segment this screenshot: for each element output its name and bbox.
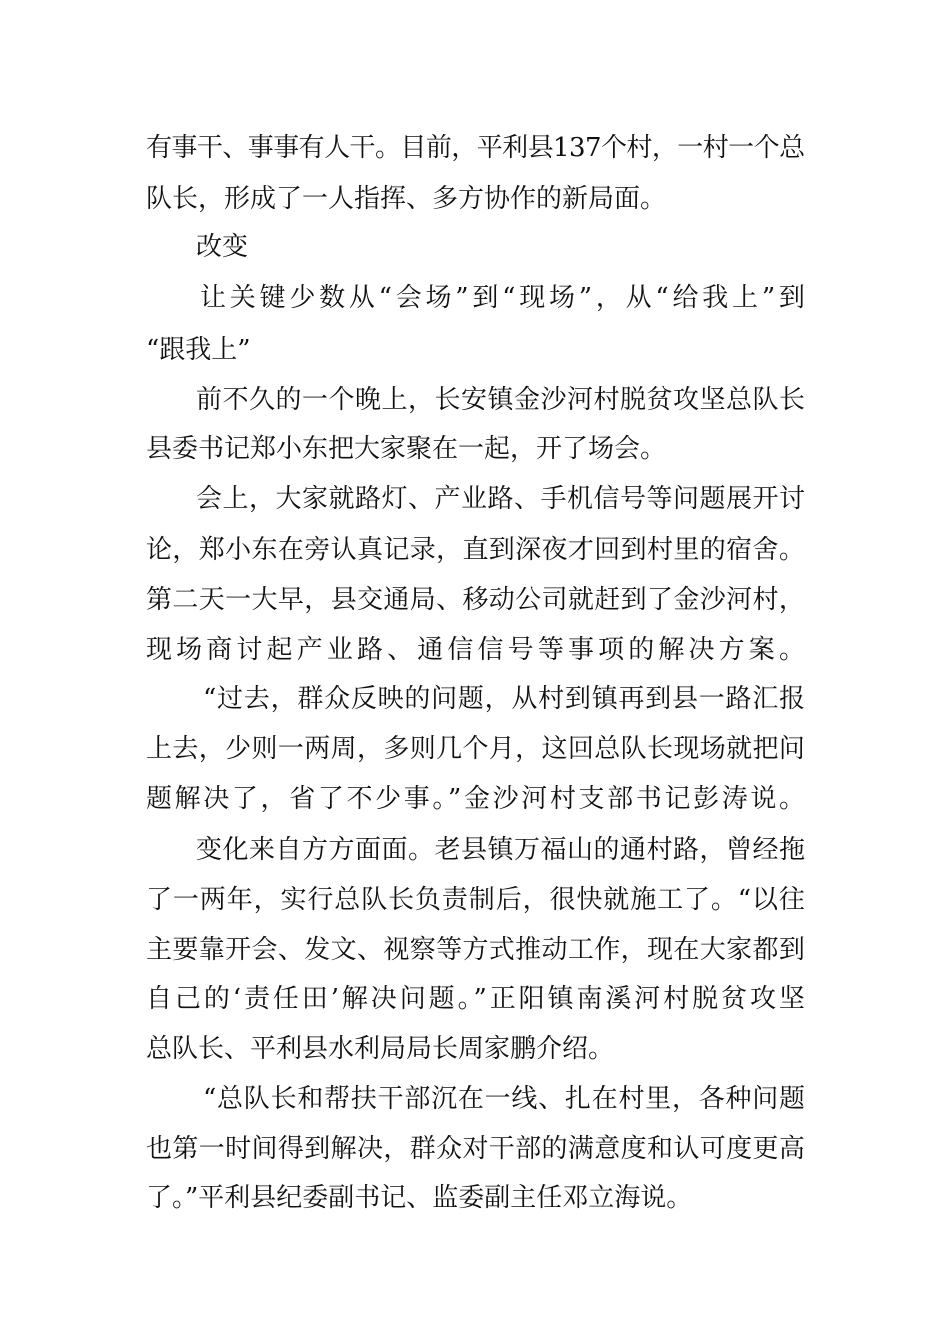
text-line: 前不久的一个晚上，长安镇金沙河村脱贫攻坚总队长	[196, 385, 806, 415]
text-line: 现场商讨起产业路、通信信号等事项的解决方案。	[146, 635, 810, 665]
text-line: “总队长和帮扶干部沉在一线、扎在村里，各种问题	[203, 1084, 806, 1114]
text-line: 题解决了，省了不少事。”金沙河村支部书记彭涛说。	[146, 784, 808, 814]
subtitle-line: 让关键少数从“会场”到“现场”，从“给我上”到	[200, 283, 809, 313]
text-line: “过去，群众反映的问题，从村到镇再到县一路汇报	[203, 684, 806, 714]
text-line: 了。”平利县纪委副书记、监委副主任邓立海说。	[146, 1183, 693, 1213]
text-line: 有事干、事事有人干。目前，平利县137个村，一村一个总	[146, 133, 805, 163]
text-line: 自己的‘责任田’解决问题。”正阳镇南溪河村脱贫攻坚	[146, 984, 808, 1014]
text-line: 了一两年，实行总队长负责制后，很快就施工了。“以往	[146, 885, 806, 915]
text-line: 队长，形成了一人指挥、多方协作的新局面。	[146, 184, 667, 214]
text-line: 变化来自方方面面。老县镇万福山的通村路，曾经拖	[196, 835, 806, 865]
text-line: 会上，大家就路灯、产业路、手机信号等问题展开讨	[196, 484, 806, 514]
text-line: 县委书记郑小东把大家聚在一起，开了场会。	[146, 434, 667, 464]
subtitle-line: “跟我上”	[146, 335, 251, 365]
text-line: 第二天一大早，县交通局、移动公司就赶到了金沙河村，	[146, 585, 806, 615]
text-line: 论，郑小东在旁认真记录，直到深夜才回到村里的宿舍。	[146, 535, 806, 565]
text-line: 上去，少则一两周，多则几个月，这回总队长现场就把问	[146, 734, 806, 764]
text-line: 也第一时间得到解决，群众对干部的满意度和认可度更高	[146, 1134, 806, 1164]
text-line: 主要靠开会、发文、视察等方式推动工作，现在大家都到	[146, 935, 806, 965]
text-line: 总队长、平利县水利局局长周家鹏介绍。	[146, 1034, 615, 1064]
section-heading: 改变	[196, 232, 249, 262]
